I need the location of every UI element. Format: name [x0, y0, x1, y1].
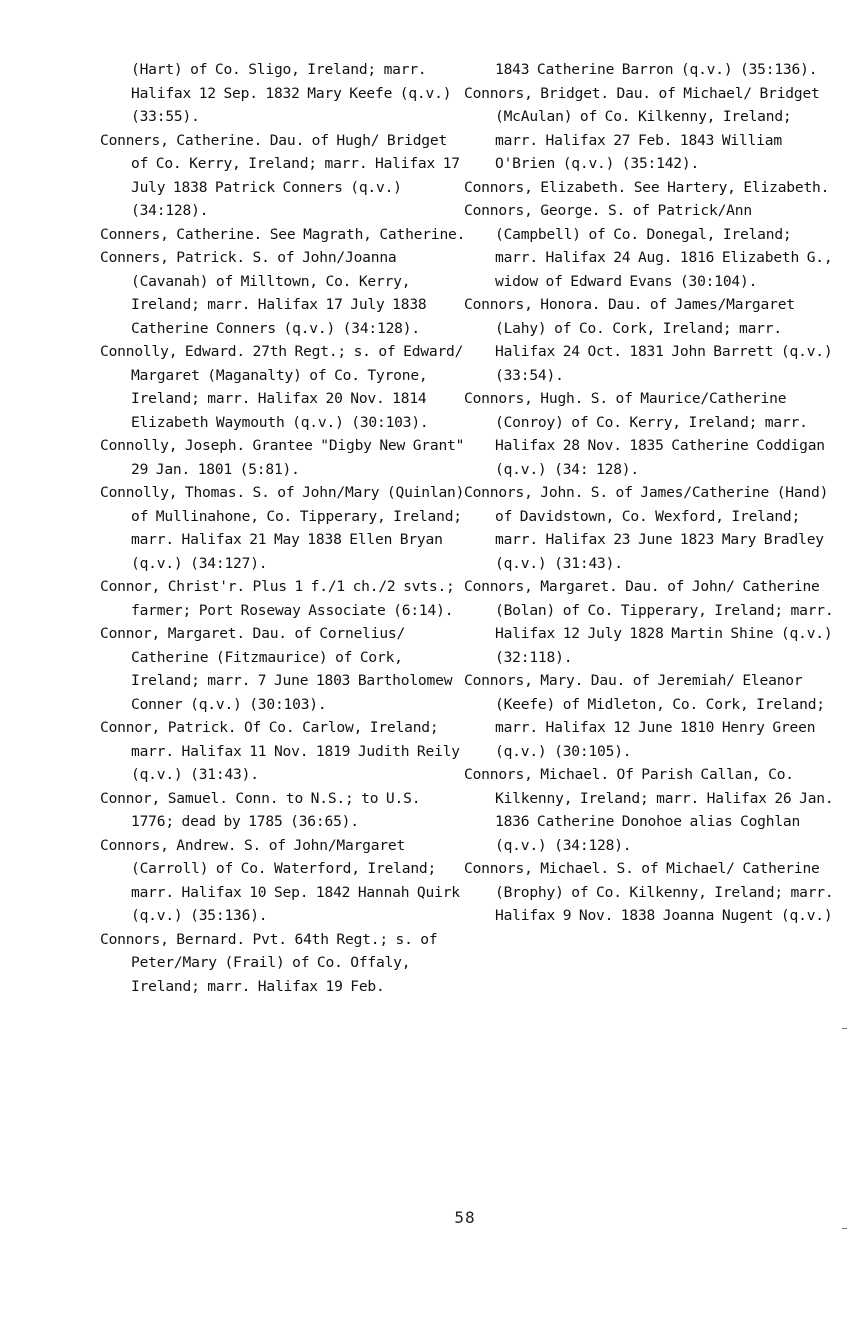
entry: Connors, Michael. S. of Michael/ Catherine (Brophy) of Co. Kilkenny, Ireland; marr. Halifax 9 Nov. 1838 Joanna Nugent (q.v.)	[464, 860, 834, 924]
entry: Conners, Patrick. S. of John/Joanna (Cavanah) of Milltown, Co. Kerry, Ireland; marr. Halifax 17 July 1838 Catherine Conners (q.v.) (34:128).	[100, 249, 427, 337]
entry: Connors, Andrew. S. of John/Margaret (Carroll) of Co. Waterford, Ireland; marr. Halifax 10 Sep. 1842 Hannah Quirk (q.v.) (35:136).	[100, 836, 460, 924]
entry: Connors, Hugh. S. of Maurice/Catherine (Conroy) of Co. Kerry, Ireland; marr. Halifax 28 Nov. 1835 Catherine Coddigan (q.v.) (34: 128).	[464, 390, 825, 478]
entry: Connors, John. S. of James/Catherine (Hand) of Davidstown, Co. Wexford, Ireland; marr. Halifax 23 June 1823 Mary Bradley (q.v.) (31:43).	[464, 484, 829, 572]
entry: 1843 Catherine Barron (q.v.) (35:136).	[495, 61, 818, 78]
entry: Connors, Bernard. Pvt. 64th Regt.; s. of Peter/Mary (Frail) of Co. Offaly, Ireland; marr. Halifax 19 Feb.	[100, 930, 438, 995]
entry: Connors, Elizabeth. See Hartery, Elizabeth.	[464, 178, 830, 196]
entry: Connor, Christ'r. Plus 1 f./1 ch./2 svts.; farmer; Port Roseway Associate (6:14).	[100, 578, 455, 619]
entry: Conners, Catherine. Dau. of Hugh/ Bridget of Co. Kerry, Ireland; marr. Halifax 17 July 1838 Patrick Conners (q.v.) (34:128).	[100, 131, 460, 219]
entry: (Hart) of Co. Sligo, Ireland; marr. Halifax 12 Sep. 1832 Mary Keefe (q.v.) (33:55).	[131, 61, 452, 125]
entry: Connors, George. S. of Patrick/Ann (Campbell) of Co. Donegal, Ireland; marr. Halifax 24 Aug. 1816 Elizabeth G., widow of Edward Evans (30:104).	[464, 202, 833, 290]
scan-speck	[842, 1228, 847, 1229]
entry: Conners, Catherine. See Magrath, Catherine.	[100, 225, 466, 243]
entry: Connors, Honora. Dau. of James/Margaret (Lahy) of Co. Cork, Ireland; marr. Halifax 24 Oct. 1831 John Barrett (q.v.) (33:54).	[464, 296, 833, 384]
entry: Connolly, Edward. 27th Regt.; s. of Edward/ Margaret (Maganalty) of Co. Tyrone, Ireland; marr. Halifax 20 Nov. 1814 Elizabeth Waymouth (q.v.) (30:103).	[100, 343, 464, 431]
entry: Connors, Michael. Of Parish Callan, Co. Kilkenny, Ireland; marr. Halifax 26 Jan. 1836 Catherine Donohoe alias Coghlan (q.v.) (34:128).	[464, 766, 834, 854]
entry: Connors, Mary. Dau. of Jeremiah/ Eleanor (Keefe) of Midleton, Co. Cork, Ireland; marr. Halifax 12 June 1810 Henry Green (q.v.) (30:105).	[464, 672, 825, 760]
entry: Connolly, Thomas. S. of John/Mary (Quinlan) of Mullinahone, Co. Tipperary, Ireland; marr. Halifax 21 May 1838 Ellen Bryan (q.v.) (34:127).	[100, 484, 465, 572]
entry: Connor, Margaret. Dau. of Cornelius/ Catherine (Fitzmaurice) of Cork, Ireland; marr. 7 June 1803 Bartholomew Conner (q.v.) (30:103).	[100, 625, 453, 713]
entry: Connolly, Joseph. Grantee "Digby New Grant" 29 Jan. 1801 (5:81).	[100, 437, 465, 478]
page-number: 58	[454, 1208, 476, 1227]
entry: Connors, Bridget. Dau. of Michael/ Bridget (McAulan) of Co. Kilkenny, Ireland; marr. Halifax 27 Feb. 1843 William O'Brien (q.v.) (35:142).	[464, 84, 820, 172]
scan-speck	[842, 1028, 847, 1029]
entry: Connor, Patrick. Of Co. Carlow, Ireland; marr. Halifax 11 Nov. 1819 Judith Reily (q.v.) (31:43).	[100, 719, 460, 783]
entry: Connors, Margaret. Dau. of John/ Catherine (Bolan) of Co. Tipperary, Ireland; marr. Halifax 12 July 1828 Martin Shine (q.v.) (32:118).	[464, 578, 834, 666]
left-column	[100, 58, 470, 998]
entry: Connor, Samuel. Conn. to N.S.; to U.S. 1776; dead by 1785 (36:65).	[100, 789, 421, 830]
right-column	[464, 58, 834, 928]
